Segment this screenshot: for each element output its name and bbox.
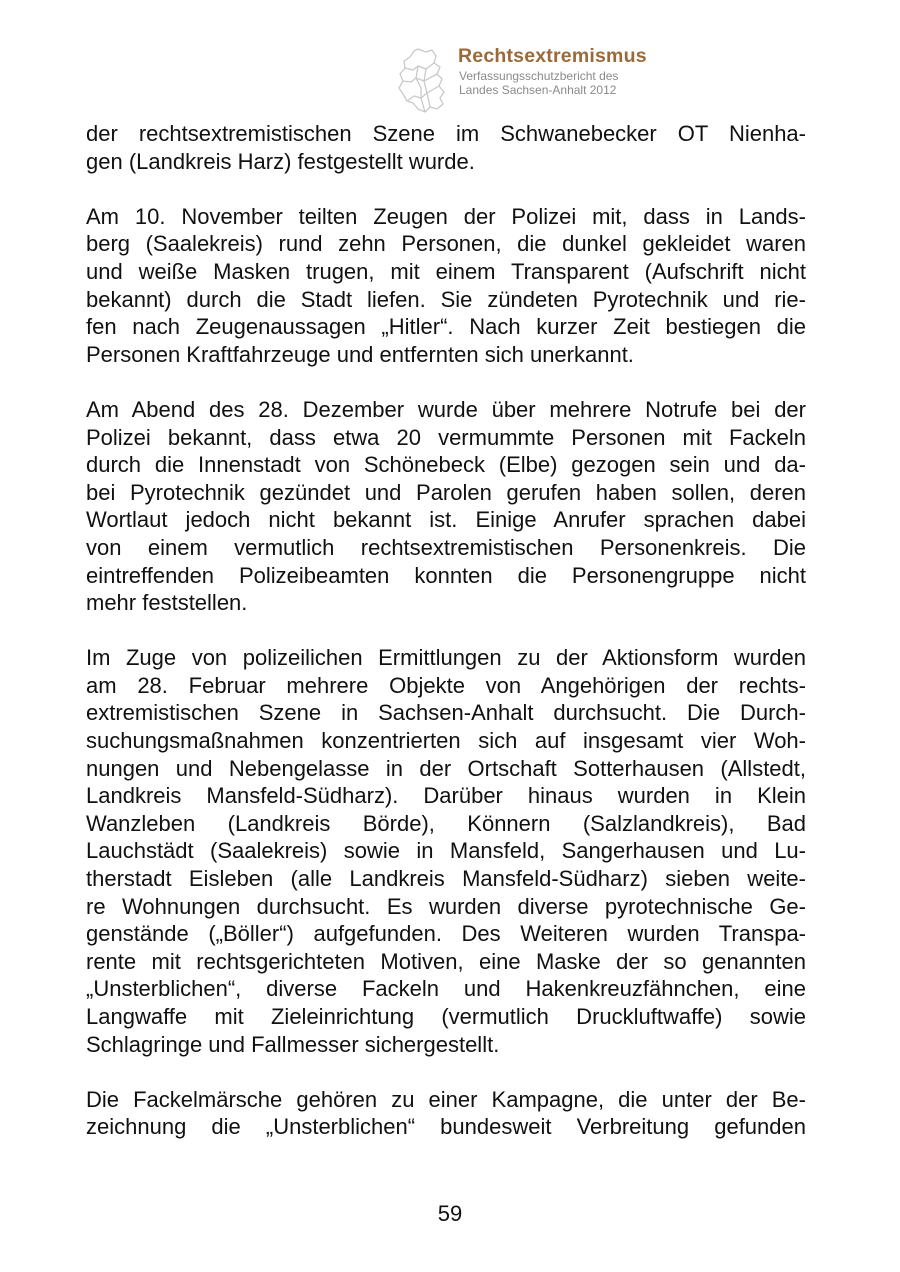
text-line: Wortlaut jedoch nicht bekannt ist. Einige Anrufer sprachen dabei — [86, 507, 806, 533]
text-line: am 28. Februar mehrere Objekte von Angehörigen der rechts- — [86, 672, 806, 698]
text-line: Schlagringe und Fallmesser sichergestellt. — [86, 1031, 500, 1057]
paragraph-5 — [86, 1086, 806, 1141]
text-line: suchungsmaßnahmen konzentrierten sich auf insgesamt vier Woh- — [86, 728, 806, 754]
text-line: eintreffenden Polizeibeamten konnten die Personengruppe nicht — [86, 562, 806, 588]
text-line: berg (Saalekreis) rund zehn Personen, die dunkel gekleidet waren — [86, 231, 806, 257]
text-line: bekannt) durch die Stadt liefen. Sie zündeten Pyrotechnik und rie- — [86, 286, 806, 312]
text-line: zeichnung die „Unsterblichen“ bundesweit Verbreitung gefunden — [86, 1114, 806, 1140]
page-header — [396, 44, 696, 116]
page-number: 59 — [437, 1201, 463, 1226]
text-line: Langwaffe mit Zieleinrichtung (vermutlich Druckluftwaffe) sowie — [86, 1004, 806, 1029]
header-subtitle-line1: Verfassungsschutzbericht des — [459, 69, 619, 83]
text-line: Lauchstädt (Saalekreis) sowie in Mansfeld, Sangerhausen und Lu- — [86, 838, 806, 864]
text-line: rente mit rechtsgerichteten Motiven, eine Maske der so genannten — [86, 948, 806, 974]
paragraph-2 — [86, 203, 806, 369]
text-line: genstände („Böller“) aufgefunden. Des Weiteren wurden Transpa- — [86, 921, 806, 947]
text-line: der rechtsextremistischen Szene im Schwanebecker OT Nienha- — [86, 121, 806, 146]
text-line: gen (Landkreis Harz) festgestellt wurde. — [86, 148, 475, 174]
text-line: Wanzleben (Landkreis Börde), Könnern (Salzlandkreis), Bad — [86, 810, 806, 836]
header-title: Rechtsextremismus — [458, 45, 647, 67]
text-line: von einem vermutlich rechtsextremistischen Personenkreis. Die — [86, 534, 806, 560]
text-line: bei Pyrotechnik gezündet und Parolen gerufen haben sollen, deren — [86, 479, 806, 505]
paragraph-1 — [86, 120, 806, 175]
text-line: re Wohnungen durchsucht. Es wurden diverse pyrotechnische Ge- — [86, 893, 806, 919]
text-line: Am 10. November teilten Zeugen der Polizei mit, dass in Lands- — [86, 203, 806, 229]
text-line: extremistischen Szene in Sachsen-Anhalt durchsucht. Die Durch- — [86, 700, 806, 726]
text-line: und weiße Masken trugen, mit einem Transparent (Aufschrift nicht — [86, 258, 806, 284]
body-text — [86, 120, 806, 1169]
text-line: nungen und Nebengelasse in der Ortschaft Sotterhausen (Allstedt, — [86, 755, 806, 781]
text-line: durch die Innenstadt von Schönebeck (Elbe) gezogen sein und da- — [86, 452, 806, 478]
text-line: fen nach Zeugenaussagen „Hitler“. Nach kurzer Zeit bestiegen die — [86, 314, 806, 340]
text-line: therstadt Eisleben (alle Landkreis Mansfeld-Südharz) sieben weite- — [86, 866, 806, 892]
saxony-anhalt-map-icon — [396, 46, 458, 116]
text-line: Die Fackelmärsche gehören zu einer Kampagne, die unter der Be- — [86, 1086, 806, 1112]
text-line: Landkreis Mansfeld-Südharz). Darüber hinaus wurden in Klein — [86, 783, 806, 809]
text-line: Polizei bekannt, dass etwa 20 vermummte Personen mit Fackeln — [86, 424, 806, 450]
header-subtitle-line2: Landes Sachsen-Anhalt 2012 — [459, 83, 617, 97]
text-line: Am Abend des 28. Dezember wurde über mehrere Notrufe bei der — [86, 396, 806, 422]
text-line: mehr feststellen. — [86, 590, 248, 616]
text-line: Personen Kraftfahrzeuge und entfernten sich unerkannt. — [86, 341, 634, 367]
text-line: Im Zuge von polizeilichen Ermittlungen zu der Aktionsform wurden — [86, 645, 806, 671]
paragraph-4 — [86, 644, 806, 1058]
text-line: „Unsterblichen“, diverse Fackeln und Hakenkreuzfähnchen, eine — [86, 976, 806, 1002]
paragraph-3 — [86, 396, 806, 617]
